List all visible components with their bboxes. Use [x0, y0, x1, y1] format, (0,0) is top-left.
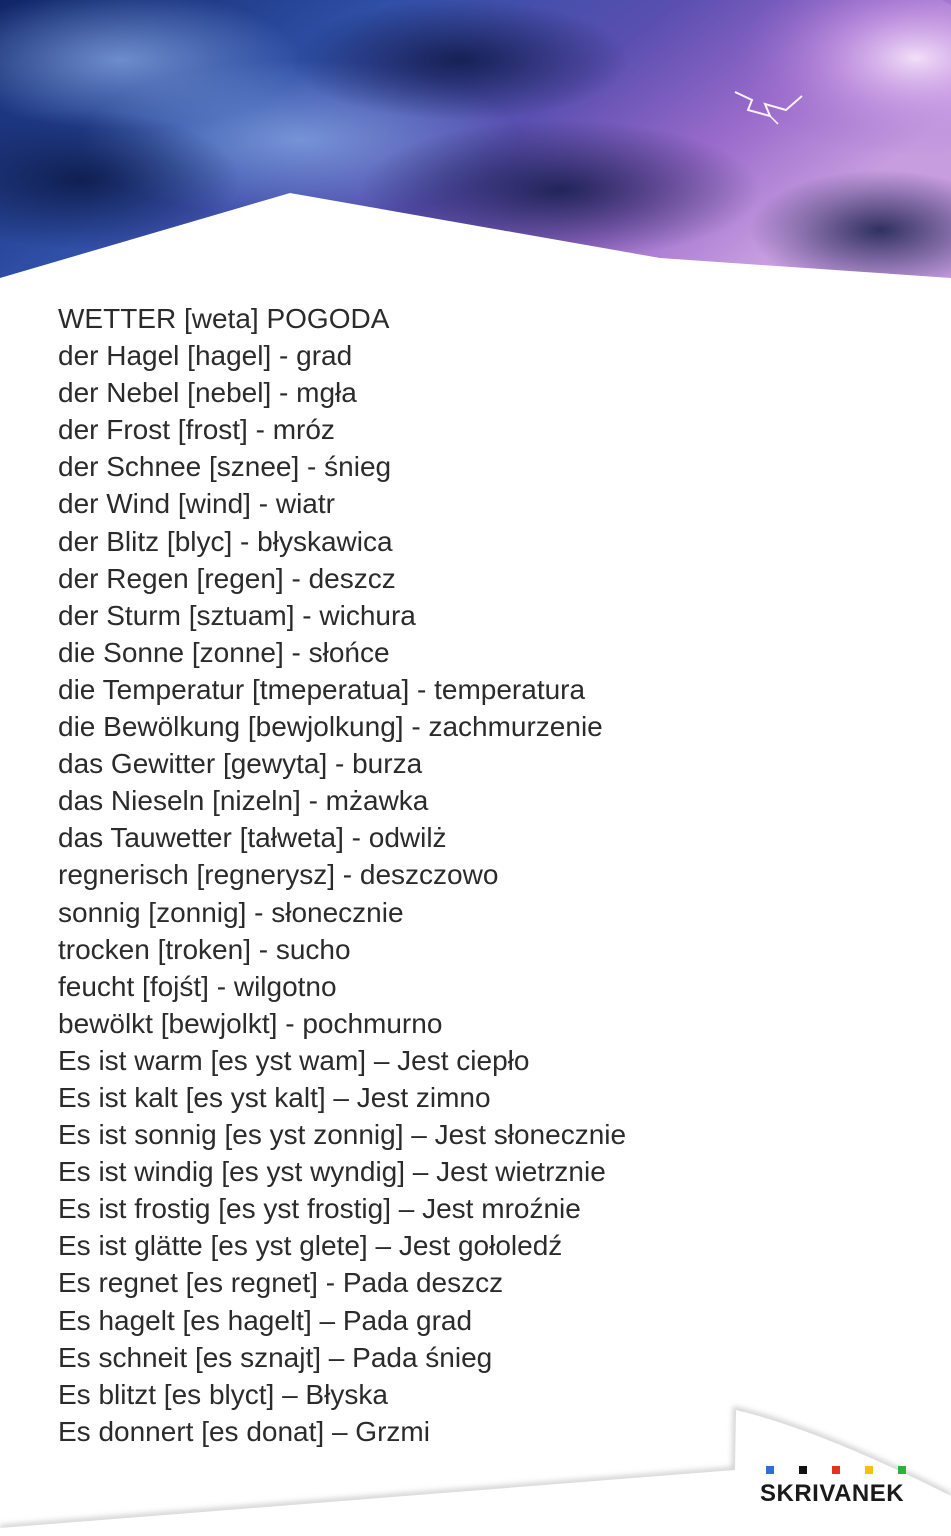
vocab-item: die Temperatur [tmeperatua] - temperatura: [58, 673, 586, 705]
vocab-item: regnerisch [regnerysz] - deszczowo: [58, 859, 499, 891]
vocab-item: Es ist kalt [es yst kalt] – Jest zimno: [58, 1081, 491, 1113]
vocab-item: der Frost [frost] - mróz: [58, 414, 335, 446]
vocab-item: das Gewitter [gewyta] - burza: [58, 748, 423, 780]
vocab-item: Es ist sonnig [es yst zonnig] – Jest słonecznie: [58, 1119, 627, 1151]
vocab-item: Es regnet [es regnet] - Pada deszcz: [58, 1267, 504, 1299]
vocab-item: Es hagelt [es hagelt] – Pada grad: [58, 1304, 473, 1336]
vocab-item: die Sonne [zonne] - słońce: [58, 636, 390, 668]
vocab-item: Es ist glätte [es yst glete] – Jest gołoledź: [58, 1230, 563, 1262]
vocab-item: bewölkt [bewjolkt] - pochmurno: [58, 1007, 443, 1039]
vocab-item: Es ist warm [es yst wam] – Jest ciepło: [58, 1044, 530, 1076]
logo-color-dots: [760, 1466, 920, 1474]
vocab-item: der Blitz [blyc] - błyskawica: [58, 525, 393, 557]
vocab-item: der Wind [wind] - wiatr: [58, 488, 335, 520]
logo-dot-red: [832, 1466, 840, 1474]
vocab-item: die Bewölkung [bewjolkung] - zachmurzenie: [58, 711, 603, 743]
vocab-item: Es blitzt [es blyct] – Błyska: [58, 1378, 388, 1410]
logo-dot-green: [898, 1466, 906, 1474]
vocab-item: der Schnee [sznee] - śnieg: [58, 451, 392, 483]
vocab-item: sonnig [zonnig] - słonecznie: [58, 896, 404, 928]
logo-dot-yellow: [865, 1466, 873, 1474]
vocab-item: das Nieseln [nizeln] - mżawka: [58, 785, 429, 817]
vocab-heading: WETTER [weta] POGODA: [58, 303, 390, 334]
storm-sky-banner: [0, 0, 951, 290]
vocab-item: Es ist windig [es yst wyndig] – Jest wietrznie: [58, 1156, 606, 1188]
vocab-item: das Tauwetter [tałweta] - odwilż: [58, 822, 447, 854]
vocab-item: trocken [troken] - sucho: [58, 933, 351, 965]
vocabulary-list: [58, 300, 626, 1450]
skrivanek-logo: [760, 1466, 920, 1508]
vocab-item: der Hagel [hagel] - grad: [58, 340, 353, 372]
vocab-item: der Nebel [nebel] - mgła: [58, 377, 357, 409]
logo-dot-black: [799, 1466, 807, 1474]
vocab-item: Es schneit [es sznajt] – Pada śnieg: [58, 1341, 493, 1373]
vocab-item: der Regen [regen] - deszcz: [58, 562, 396, 594]
vocab-item: Es donnert [es donat] – Grzmi: [58, 1415, 430, 1447]
vocab-item: feucht [fojśt] - wilgotno: [58, 970, 337, 1002]
brand-name: SKRIVANEK: [760, 1480, 905, 1507]
vocab-item: der Sturm [sztuam] - wichura: [58, 599, 416, 631]
vocab-item: Es ist frostig [es yst frostig] – Jest mroźnie: [58, 1193, 581, 1225]
logo-dot-blue: [766, 1466, 774, 1474]
